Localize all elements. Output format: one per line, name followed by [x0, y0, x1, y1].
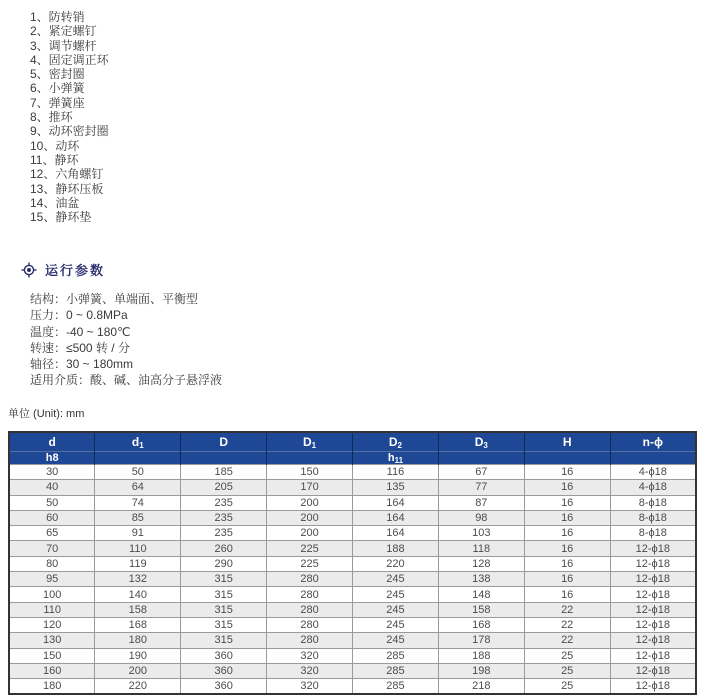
table-row: [9, 617, 696, 632]
parts-list-item: 1、防转销: [30, 10, 85, 24]
table-cell: 180: [95, 633, 181, 648]
table-cell: 260: [181, 541, 267, 556]
table-cell: 87: [438, 495, 524, 510]
subheader-empty: [181, 452, 267, 465]
dimensions-table: [8, 431, 697, 695]
table-cell: 130: [9, 633, 95, 648]
table-cell: 285: [353, 648, 439, 663]
table-cell: 315: [181, 572, 267, 587]
table-cell: 103: [438, 526, 524, 541]
parts-list-item: 12、六角螺钉: [30, 167, 104, 182]
table-cell: 140: [95, 587, 181, 602]
table-cell: 235: [181, 526, 267, 541]
column-header-D3: D3: [438, 432, 524, 452]
parts-list-item: 13、静环压板: [30, 181, 104, 196]
table-row: [9, 480, 696, 495]
table-cell: 16: [524, 495, 610, 510]
table-header: [9, 432, 696, 465]
parts-list: [30, 10, 109, 224]
table-cell: 188: [438, 648, 524, 663]
table-cell: 118: [438, 541, 524, 556]
table-body: [9, 465, 696, 695]
table-cell: 110: [9, 602, 95, 617]
table-cell: 12-ϕ18: [610, 556, 696, 571]
table-cell: 225: [267, 541, 353, 556]
table-cell: 30: [9, 465, 95, 480]
table-cell: 95: [9, 572, 95, 587]
column-header-d: d: [9, 432, 95, 452]
table-cell: 85: [95, 510, 181, 525]
table-cell: 8-ϕ18: [610, 526, 696, 541]
table-cell: 70: [9, 541, 95, 556]
table-cell: 12-ϕ18: [610, 663, 696, 678]
table-cell: 12-ϕ18: [610, 572, 696, 587]
table-cell: 178: [438, 633, 524, 648]
table-cell: 290: [181, 556, 267, 571]
subheader-empty: [438, 452, 524, 465]
parts-list-item: 8、推环: [30, 110, 73, 125]
parameter-line: 适用介质：酸、碱、油高分子悬浮液: [30, 373, 223, 388]
table-cell: 280: [267, 587, 353, 602]
table-cell: 168: [438, 617, 524, 632]
table-cell: 205: [181, 480, 267, 495]
table-row: [9, 541, 696, 556]
operating-parameters: [30, 291, 222, 389]
table-cell: 64: [95, 480, 181, 495]
table-cell: 80: [9, 556, 95, 571]
unit-label: 单位 (Unit): mm: [8, 408, 85, 420]
table-cell: 110: [95, 541, 181, 556]
table-cell: 280: [267, 572, 353, 587]
column-header-n-phi: n-ϕ: [610, 432, 696, 452]
table-cell: 16: [524, 510, 610, 525]
table-cell: 98: [438, 510, 524, 525]
table-cell: 8-ϕ18: [610, 510, 696, 525]
table-cell: 190: [95, 648, 181, 663]
table-row: [9, 633, 696, 648]
table-cell: 168: [95, 617, 181, 632]
table-cell: 16: [524, 572, 610, 587]
table-cell: 185: [181, 465, 267, 480]
table-cell: 16: [524, 465, 610, 480]
parts-list-item: 3、调节螺杆: [30, 38, 97, 53]
table-cell: 40: [9, 480, 95, 495]
table-cell: 285: [353, 663, 439, 678]
table-header-row: [9, 432, 696, 452]
parts-list-item: 11、静环: [30, 152, 79, 167]
table-cell: 285: [353, 679, 439, 695]
table-cell: 12-ϕ18: [610, 602, 696, 617]
table-row: [9, 495, 696, 510]
table-cell: 12-ϕ18: [610, 541, 696, 556]
table-cell: 120: [9, 617, 95, 632]
table-cell: 320: [267, 663, 353, 678]
section-header: [21, 260, 105, 279]
table-cell: 198: [438, 663, 524, 678]
parts-list-item: 5、密封圈: [30, 67, 85, 82]
table-cell: 245: [353, 617, 439, 632]
table-cell: 25: [524, 679, 610, 695]
table-cell: 74: [95, 495, 181, 510]
table-cell: 245: [353, 602, 439, 617]
table-cell: 200: [267, 526, 353, 541]
table-cell: 25: [524, 663, 610, 678]
table-cell: 22: [524, 617, 610, 632]
table-cell: 315: [181, 587, 267, 602]
table-cell: 245: [353, 587, 439, 602]
column-header-D: D: [181, 432, 267, 452]
table-cell: 25: [524, 648, 610, 663]
parts-list-item: 7、弹簧座: [30, 95, 85, 110]
table-cell: 12-ϕ18: [610, 633, 696, 648]
table-row: [9, 648, 696, 663]
parts-list-item: 6、小弹簧: [30, 81, 85, 96]
table-cell: 77: [438, 480, 524, 495]
table-cell: 220: [95, 679, 181, 695]
table-row: [9, 526, 696, 541]
table-cell: 245: [353, 633, 439, 648]
column-header-D1: D1: [267, 432, 353, 452]
table-cell: 360: [181, 679, 267, 695]
table-cell: 164: [353, 495, 439, 510]
table-row: [9, 510, 696, 525]
parts-list-item: 15、静环垫: [30, 210, 92, 225]
table-cell: 360: [181, 663, 267, 678]
table-cell: 170: [267, 480, 353, 495]
table-cell: 22: [524, 633, 610, 648]
table-cell: 220: [353, 556, 439, 571]
table-cell: 200: [267, 495, 353, 510]
table-row: [9, 587, 696, 602]
table-cell: 4-ϕ18: [610, 465, 696, 480]
table-cell: 16: [524, 541, 610, 556]
table-cell: 315: [181, 633, 267, 648]
table-cell: 12-ϕ18: [610, 587, 696, 602]
table-cell: 12-ϕ18: [610, 679, 696, 695]
table-cell: 119: [95, 556, 181, 571]
table-cell: 132: [95, 572, 181, 587]
table-cell: 67: [438, 465, 524, 480]
table-row: [9, 679, 696, 695]
table-cell: 320: [267, 648, 353, 663]
parameter-line: 转速：≤500 转 / 分: [30, 340, 130, 355]
table-cell: 116: [353, 465, 439, 480]
table-cell: 315: [181, 617, 267, 632]
table-cell: 245: [353, 572, 439, 587]
table-cell: 12-ϕ18: [610, 648, 696, 663]
table-cell: 188: [353, 541, 439, 556]
subheader-empty: [610, 452, 696, 465]
table-cell: 160: [9, 663, 95, 678]
table-row: [9, 663, 696, 678]
table-cell: 100: [9, 587, 95, 602]
table-cell: 200: [267, 510, 353, 525]
parameter-line: 轴径：30 ~ 180mm: [30, 357, 134, 372]
table-cell: 16: [524, 556, 610, 571]
table-cell: 280: [267, 633, 353, 648]
table-cell: 138: [438, 572, 524, 587]
table-cell: 235: [181, 495, 267, 510]
subheader-empty: [524, 452, 610, 465]
table-cell: 315: [181, 602, 267, 617]
table-cell: 135: [353, 480, 439, 495]
table-cell: 60: [9, 510, 95, 525]
table-subheader-row: [9, 452, 696, 465]
column-header-D2: D2: [353, 432, 439, 452]
table-cell: 360: [181, 648, 267, 663]
table-cell: 4-ϕ18: [610, 480, 696, 495]
table-cell: 180: [9, 679, 95, 695]
table-cell: 150: [267, 465, 353, 480]
table-cell: 235: [181, 510, 267, 525]
table-row: [9, 465, 696, 480]
column-header-d1: d1: [95, 432, 181, 452]
parameter-line: 压力：0 ~ 0.8MPa: [30, 308, 128, 323]
column-header-H: H: [524, 432, 610, 452]
table-cell: 280: [267, 602, 353, 617]
table-cell: 158: [438, 602, 524, 617]
parameter-line: 温度：-40 ~ 180℃: [30, 324, 131, 339]
table-cell: 218: [438, 679, 524, 695]
table-cell: 128: [438, 556, 524, 571]
table-cell: 16: [524, 587, 610, 602]
table-cell: 150: [9, 648, 95, 663]
table-row: [9, 556, 696, 571]
table-cell: 91: [95, 526, 181, 541]
subheader-empty: [95, 452, 181, 465]
parts-list-item: 2、紧定螺钉: [30, 24, 97, 39]
table-row: [9, 572, 696, 587]
table-cell: 225: [267, 556, 353, 571]
table-cell: 320: [267, 679, 353, 695]
table-cell: 200: [95, 663, 181, 678]
subheader-h8: h8: [9, 452, 95, 465]
table-cell: 158: [95, 602, 181, 617]
table-cell: 16: [524, 526, 610, 541]
section-title: 运行参数: [45, 263, 106, 278]
parts-list-item: 9、动环密封圈: [30, 124, 109, 139]
parameter-line: 结构：小弹簧、单端面、平衡型: [30, 292, 199, 306]
table-cell: 16: [524, 480, 610, 495]
table-row: [9, 602, 696, 617]
parts-list-item: 4、固定调正环: [30, 52, 109, 67]
table-cell: 148: [438, 587, 524, 602]
table-cell: 164: [353, 510, 439, 525]
table-cell: 22: [524, 602, 610, 617]
subheader-empty: [267, 452, 353, 465]
parts-list-item: 14、油盆: [30, 195, 80, 210]
table-cell: 280: [267, 617, 353, 632]
table-cell: 50: [95, 465, 181, 480]
table-cell: 164: [353, 526, 439, 541]
parts-list-item: 10、动环: [30, 138, 80, 153]
target-crosshair-icon: [21, 262, 37, 278]
table-cell: 65: [9, 526, 95, 541]
table-cell: 12-ϕ18: [610, 617, 696, 632]
table-cell: 50: [9, 495, 95, 510]
subheader-h11: h11: [353, 452, 439, 465]
table-cell: 8-ϕ18: [610, 495, 696, 510]
